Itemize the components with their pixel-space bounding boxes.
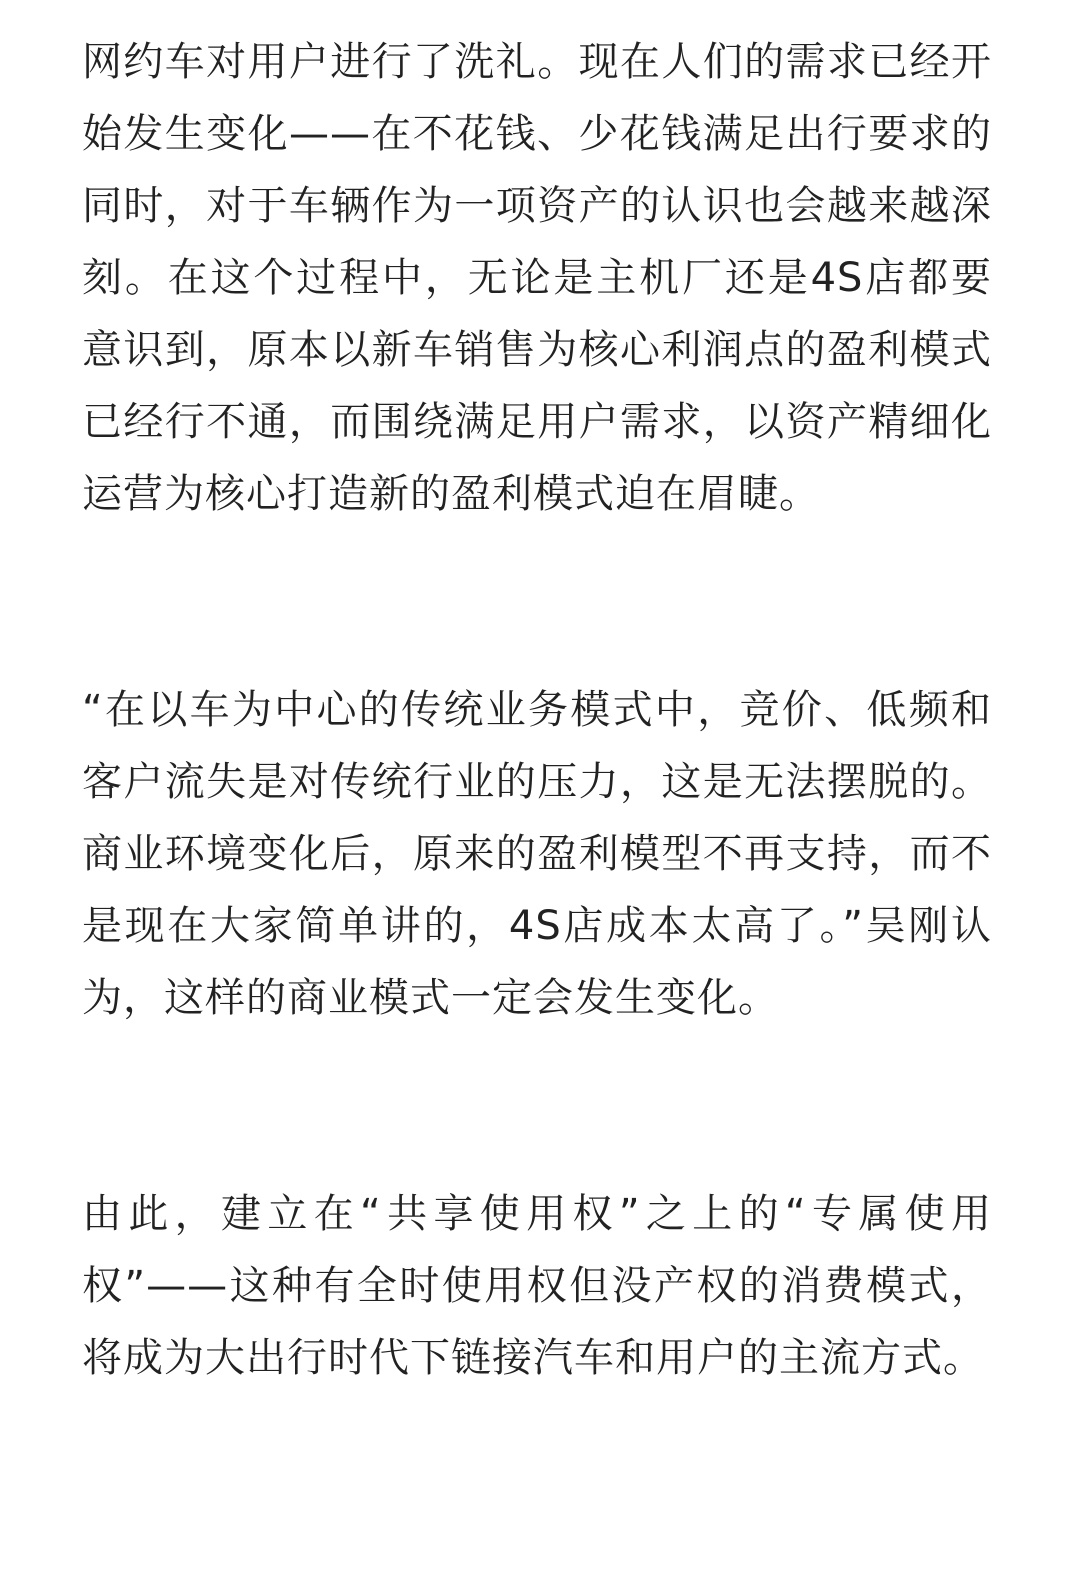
paragraph-quote-wu-gang: “在以车为中心的传统业务模式中，竞价、低频和客户流失是对传统行业的压力，这是无法摆脱的。商业环境变化后，原来的盈利模型不再支持，而不是现在大家简单讲的，4S店成本太高了。”吴刚认为，这样的商业模式一定会发生变化。 xyxy=(82,687,992,1021)
article-body xyxy=(82,26,992,1394)
paragraph-exclusive-use-right: 由此，建立在“共享使用权”之上的“专属使用权”——这种有全时使用权但没产权的消费模式，将成为大出行时代下链接汽车和用户的主流方式。 xyxy=(82,1191,992,1381)
paragraph-ride-hailing: 网约车对用户进行了洗礼。现在人们的需求已经开始发生变化——在不花钱、少花钱满足出行要求的同时，对于车辆作为一项资产的认识也会越来越深刻。在这个过程中，无论是主机厂还是4S店都要意识到，原本以新车销售为核心利润点的盈利模式已经行不通，而围绕满足用户需求，以资产精细化运营为核心打造新的盈利模式迫在眉睫。 xyxy=(82,39,992,517)
